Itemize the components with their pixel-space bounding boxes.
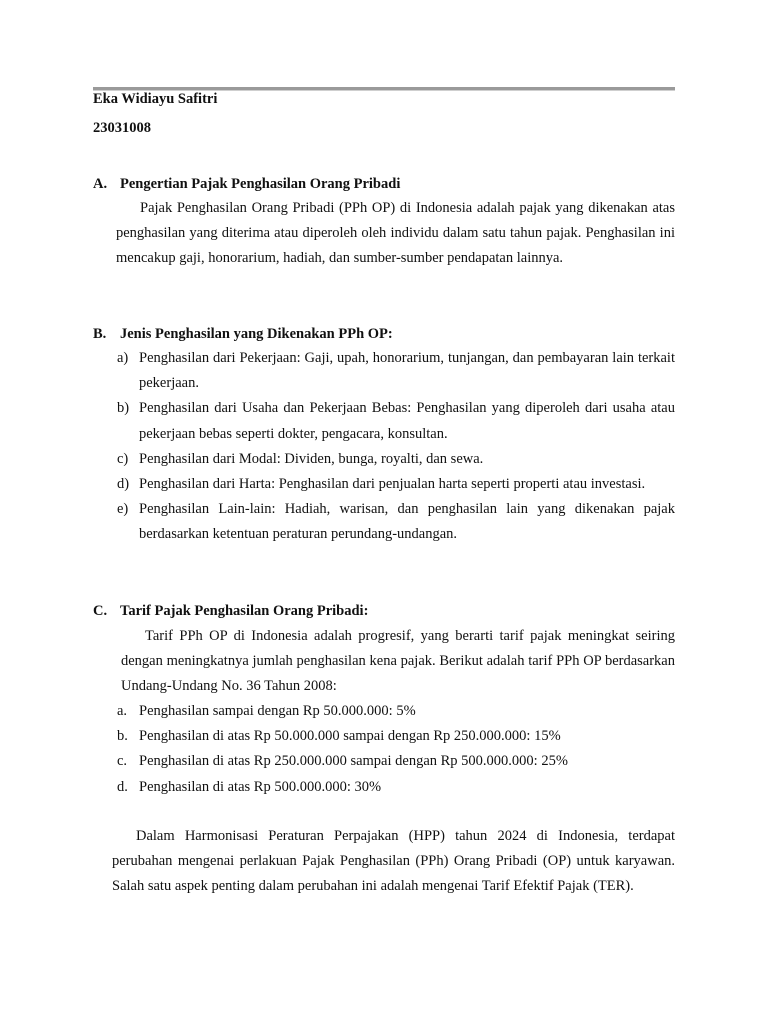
section-c-heading <box>93 603 368 620</box>
list-marker: d) <box>117 476 130 493</box>
list-item <box>93 775 675 800</box>
list-marker: a) <box>117 350 129 366</box>
list-marker: e) <box>117 501 129 518</box>
list-item-text: Penghasilan dari Harta: Penghasilan dari penjualan harta seperti properti atau investasi. <box>139 476 646 493</box>
list-item <box>93 497 675 547</box>
section-b-title: Jenis Penghasilan yang Dikenakan PPh OP: <box>120 326 393 342</box>
list-marker: a. <box>117 703 128 719</box>
list-marker: d. <box>117 778 128 795</box>
list-item-text: Penghasilan di atas Rp 500.000.000: 30% <box>139 778 382 795</box>
section-a-heading <box>93 176 400 193</box>
section-b-letter: B. <box>93 326 107 342</box>
section-b-heading <box>93 326 393 343</box>
list-item-text: Penghasilan di atas Rp 50.000.000 sampai dengan Rp 250.000.000: 15% <box>139 728 561 745</box>
list-item <box>93 396 675 446</box>
list-item-text: Penghasilan Lain-lain: Hadiah, warisan, dan penghasilan lain yang dikenakan pajak berdasarkan ketentuan peraturan perundang-undangan. <box>139 501 675 543</box>
list-item-text: Penghasilan dari Usaha dan Pekerjaan Bebas: Penghasilan yang diperoleh dari usaha atau pekerjaan bebas seperti dokter, pengacara, konsultan. <box>139 400 675 442</box>
list-item <box>93 699 675 724</box>
list-item-text: Penghasilan di atas Rp 250.000.000 sampai dengan Rp 500.000.000: 25% <box>139 753 568 770</box>
list-item-text: Penghasilan dari Pekerjaan: Gaji, upah, honorarium, tunjangan, dan pembayaran lain terkait pekerjaan. <box>139 350 675 392</box>
tax-rate-list <box>93 699 675 800</box>
author-name: Eka Widiayu Safitri <box>93 91 218 107</box>
list-item-text: Penghasilan sampai dengan Rp 50.000.000: 5% <box>139 703 416 719</box>
section-a-paragraph: Pajak Penghasilan Orang Pribadi (PPh OP) di Indonesia adalah pajak yang dikenakan atas penghasilan yang diterima atau diperoleh oleh individu dalam satu tahun pajak. Penghasilan ini mencakup gaji, honorarium, hadiah, dan sumber-sumber pendapatan lainnya. <box>116 200 675 267</box>
list-item <box>93 749 675 774</box>
list-item <box>93 447 675 472</box>
section-c-letter: C. <box>93 603 108 619</box>
student-id: 23031008 <box>93 120 151 136</box>
closing-paragraph: Dalam Harmonisasi Peraturan Perpajakan (HPP) tahun 2024 di Indonesia, terdapat perubahan mengenai perlakuan Pajak Penghasilan (PPh) Orang Pribadi (OP) untuk karyawan. Salah satu aspek penting dalam perubahan ini adalah mengenai Tarif Efektif Pajak (TER). <box>112 828 675 895</box>
list-item <box>93 346 675 396</box>
section-c-paragraph: Tarif PPh OP di Indonesia adalah progresif, yang berarti tarif pajak meningkat seiring dengan meningkatnya jumlah penghasilan kena pajak. Berikut adalah tarif PPh OP berdasarkan Undang-Undang No. 36 Tahun 2008: <box>121 628 675 695</box>
list-item <box>93 724 675 749</box>
section-a-letter: A. <box>93 176 108 192</box>
income-type-list <box>93 346 675 548</box>
section-c-title: Tarif Pajak Penghasilan Orang Pribadi: <box>120 603 369 619</box>
list-marker: c) <box>117 450 129 467</box>
list-marker: b) <box>117 400 130 417</box>
list-marker: c. <box>117 753 128 770</box>
section-a-title: Pengertian Pajak Penghasilan Orang Pribadi <box>120 176 401 192</box>
list-item-text: Penghasilan dari Modal: Dividen, bunga, royalti, dan sewa. <box>139 450 484 467</box>
list-marker: b. <box>117 728 128 745</box>
list-item <box>93 472 675 497</box>
